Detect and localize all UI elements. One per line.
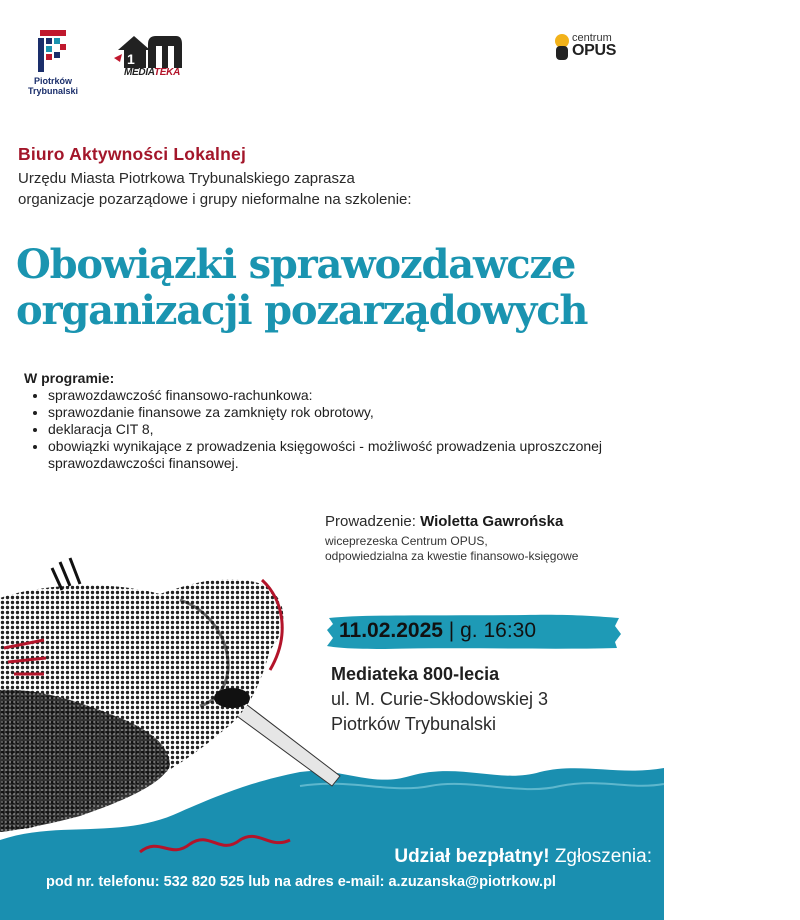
free-participation: Udział bezpłatny! — [394, 846, 550, 867]
mediateka-part1: MEDIA — [124, 67, 154, 78]
lead-name: Wioletta Gawrońska — [420, 513, 564, 530]
program-heading: W programie: — [24, 370, 115, 386]
city-logo-line2: Trybunalski — [27, 86, 79, 96]
program-item: • obowiązki wynikające z prowadzenia księgowości - możliwość prowadzenia uproszczonej sprawozdawczości finansowej. — [48, 438, 664, 472]
program-item: • deklaracja CIT 8, — [48, 421, 664, 438]
date-time — [339, 619, 536, 643]
program-item: • sprawozdawczość finansowo-rachunkowa: — [48, 387, 664, 404]
intro-line-1: Urzędu Miasta Piotrkowa Trybunalskiego zaprasza — [18, 170, 355, 187]
mediateka-logo-icon — [114, 30, 186, 70]
venue-street: ul. M. Curie-Skłodowskiej 3 — [331, 689, 549, 709]
opus-logo-icon — [553, 32, 571, 62]
intro-line-2: organizacje pozarządowe i grupy nieformalne na szkolenie: — [18, 191, 412, 208]
organizer-title: Biuro Aktywności Lokalnej — [18, 144, 247, 164]
opus-logo-line1: centrum — [572, 32, 612, 44]
mediateka-logo — [114, 30, 186, 82]
program-list — [24, 387, 664, 472]
piotrkow-logo — [20, 28, 90, 96]
city-logo-line1: Piotrków — [33, 76, 72, 86]
signup-label: Zgłoszenia: — [554, 846, 652, 867]
lead-label: Prowadzenie: — [325, 513, 416, 530]
program-section — [24, 370, 664, 472]
main-title-line-1: Obowiązki sprawozdawcze — [16, 241, 576, 288]
event-date: 11.02.2025 — [339, 619, 443, 642]
svg-text:1: 1 — [127, 51, 135, 67]
piotrkow-logo-icon — [20, 28, 90, 74]
program-item: • sprawozdanie finansowe za zamknięty rok obrotowy, — [48, 404, 664, 421]
opus-logo-line2: OPUS — [572, 42, 617, 59]
event-time: g. 16:30 — [460, 619, 537, 642]
lead-role-line-2: odpowiedzialna za kwestie finansowo-księgowe — [325, 549, 579, 563]
mediateka-part2: TEKA — [153, 67, 181, 78]
date-banner — [325, 612, 621, 650]
lead-role-line-1: wiceprezeska Centrum OPUS, — [325, 534, 488, 548]
main-title-line-2: organizacji pozarządowych — [16, 287, 588, 334]
opus-logo — [553, 32, 633, 62]
contact-info: pod nr. telefonu: 532 820 525 lub na adres e-mail: a.zuzanska@piotrkow.pl — [46, 874, 556, 890]
footer-free-line — [394, 846, 652, 868]
date-separator: | — [448, 619, 455, 642]
lead-line — [325, 513, 563, 530]
venue-city: Piotrków Trybunalski — [331, 714, 497, 734]
venue-name: Mediateka 800-lecia — [331, 664, 500, 684]
